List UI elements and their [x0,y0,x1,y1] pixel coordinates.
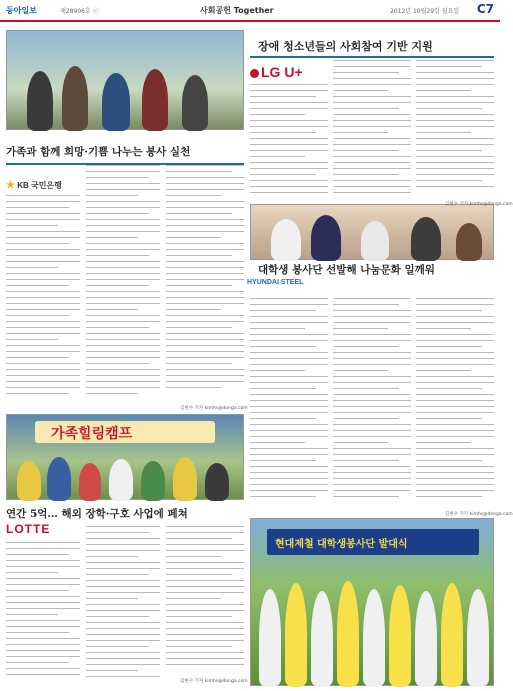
article-title-hyundai: 대학생 봉사단 선발해 나눔문화 일깨워 [258,264,435,276]
text-kb-col2 [86,165,160,407]
rule-lgu [250,56,494,58]
kb-star-icon: ★ [6,180,15,191]
hyundai-steel-logo: HYUNDAI STEEL [247,279,304,286]
text-hyundai-col1 [250,298,328,510]
text-kb-col1 [6,195,80,407]
page-header [0,0,500,22]
text-lgu-col1 [250,84,328,202]
section-title: 사회공헌 Together [200,6,274,15]
text-lotte-col1 [6,542,80,686]
byline-hyundai: 김현수 기자 kimhs@donga.com [445,512,513,517]
photo-hyundai-volunteers [250,518,494,686]
newspaper-brand: 동아일보 [6,6,37,15]
text-lotte-col3 [166,526,244,676]
byline-lgu: 김현수 기자 kimhs@donga.com [445,202,513,207]
text-hyundai-col2 [333,298,411,510]
kb-logo: ★ KB 국민은행 [6,180,62,191]
camp-banner-text: 가족힐링캠프 [51,426,133,442]
byline-lotte: 김현수 기자 kimhs@donga.com [180,679,248,684]
text-hyundai-col3 [416,298,494,510]
photo-lgu-students [250,204,494,260]
volunteer-banner-text: 현대제철 대학생봉사단 발대식 [275,539,408,550]
lgu-logo: LG U+ [250,64,303,80]
photo-kb-camp [6,414,244,500]
text-lotte-col2 [86,526,160,686]
byline-kb: 김현수 기자 kimhs@donga.com [180,406,248,411]
issue-number: 제28906호 ⓒ [60,8,99,15]
lotte-logo: LOTTE [6,522,51,536]
photo-lgu [6,30,244,130]
page-number: C7 [476,2,494,16]
article-title-lotte: 연간 5억… 해외 장학·구호 사업에 페쳐 [6,508,188,520]
lg-circle-icon [250,69,259,78]
article-title-lgu: 장애 청소년들의 사회참여 기반 지원 [258,40,433,53]
text-lgu-col2 [333,60,411,202]
text-kb-col3 [166,165,244,407]
text-lgu-col3 [416,60,494,202]
article-title-kb: 가족과 함께 희망·기쁨 나누는 봉사 실천 [6,146,191,158]
issue-date: 2012년 10월29일 월요일 [390,8,460,15]
